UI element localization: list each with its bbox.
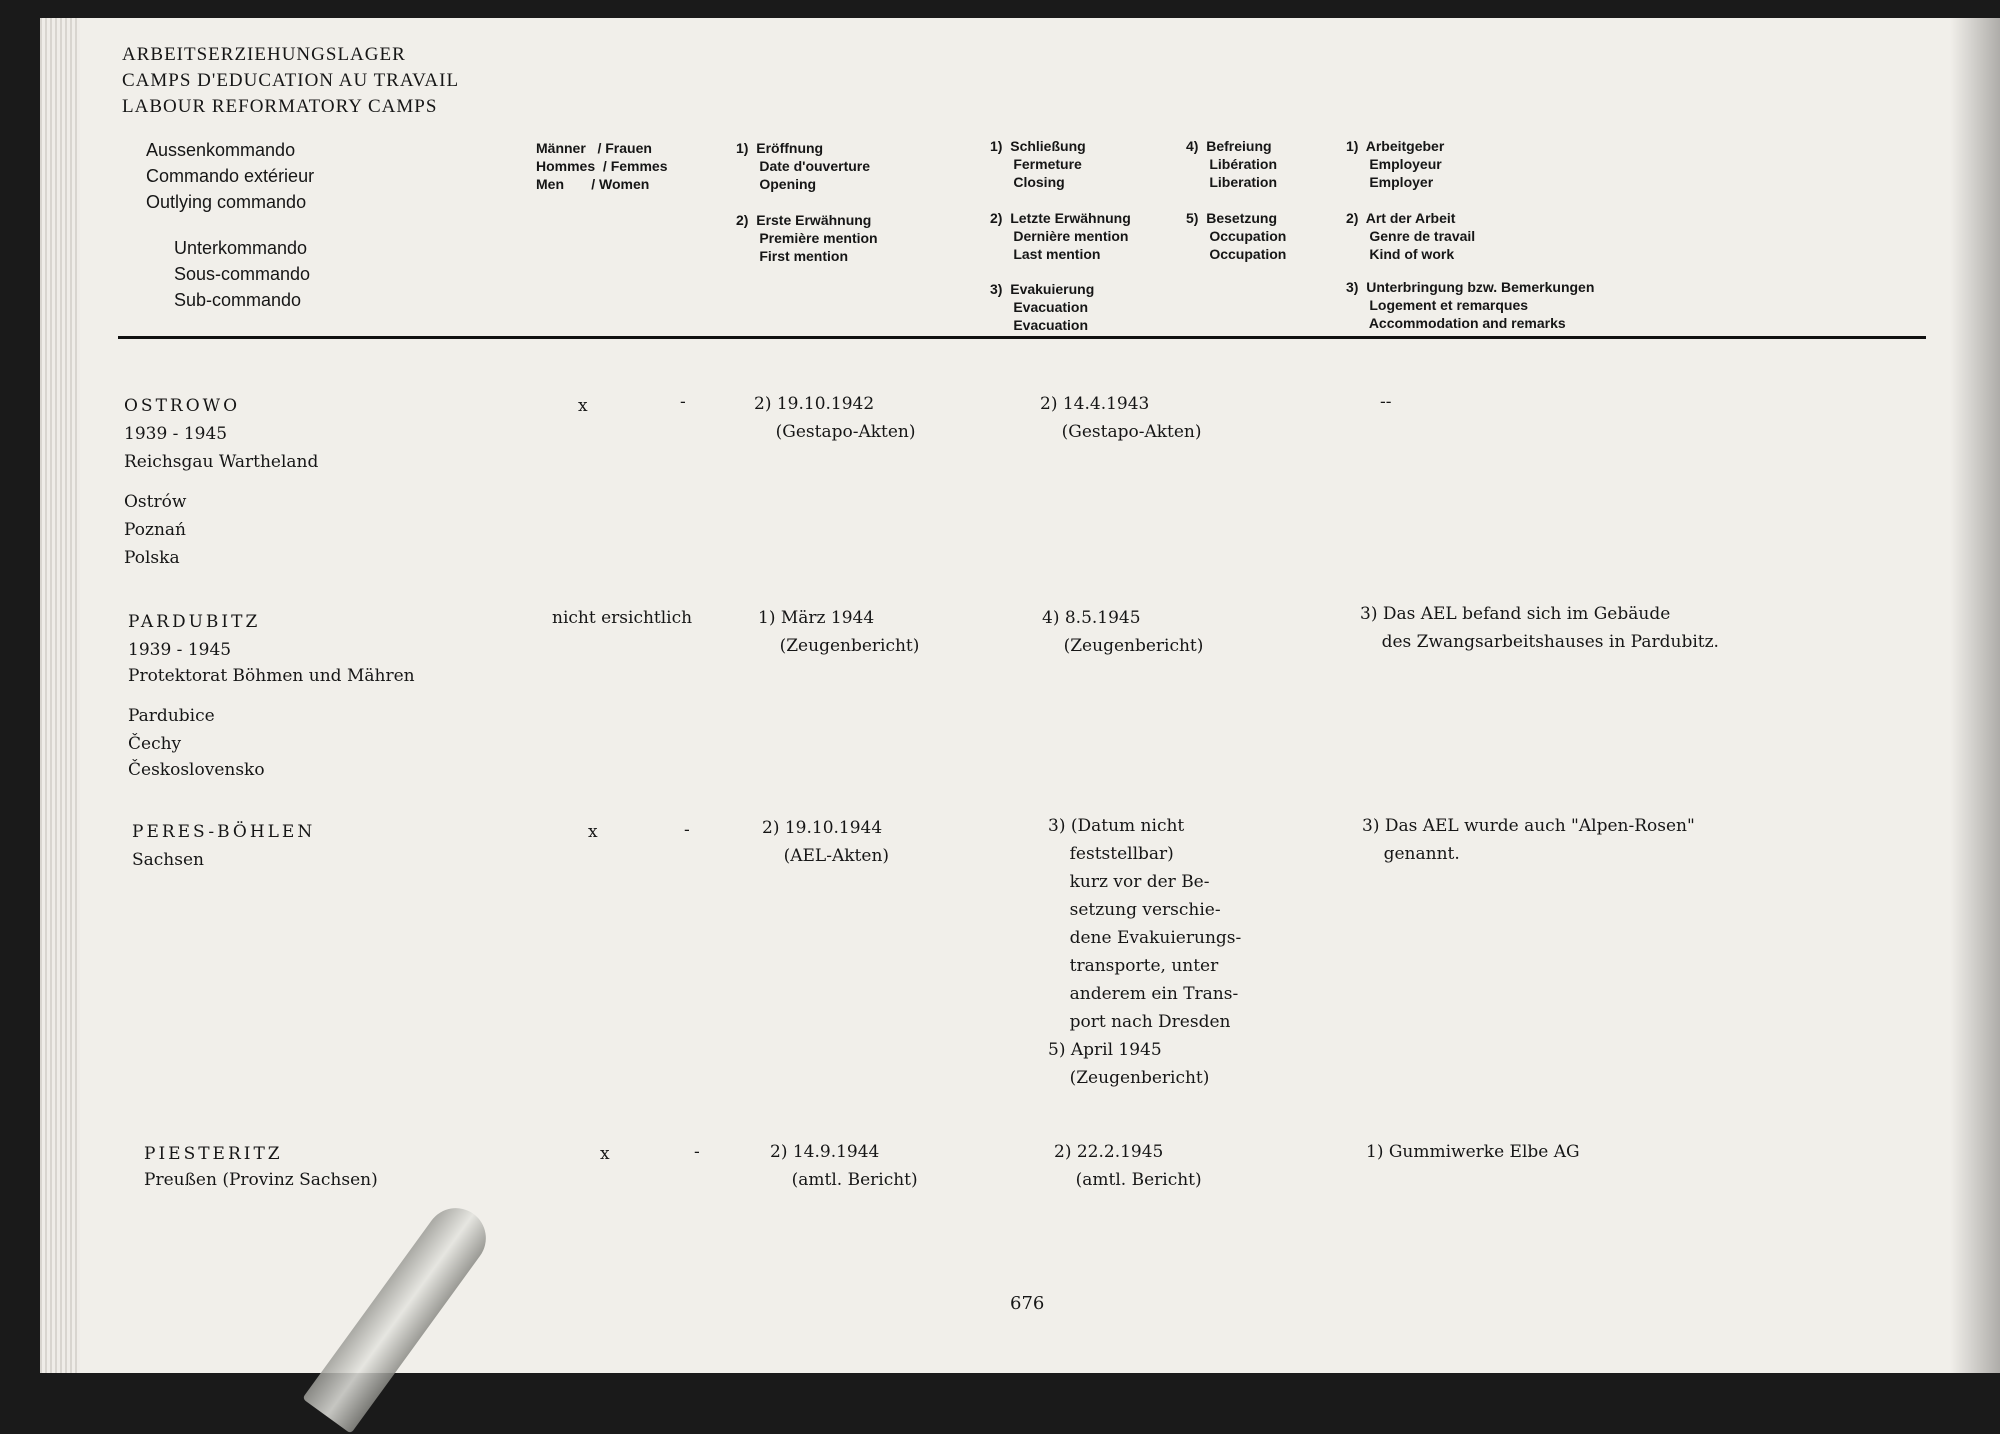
book-gutter-shadow xyxy=(1950,18,2000,1373)
col-work-de: 2) Art der Arbeit xyxy=(1346,210,1456,226)
women-mark: - xyxy=(680,392,686,412)
remarks-value: des Zwangsarbeitshauses in Pardubitz. xyxy=(1360,632,1719,652)
col-remarks-en: Accommodation and remarks xyxy=(1346,315,1566,331)
entry-place: 1939 - 1945 xyxy=(124,424,228,444)
commando-label-en: Outlying commando xyxy=(146,192,307,212)
col-liberation-en: Liberation xyxy=(1186,174,1278,190)
col-work-en: Kind of work xyxy=(1346,246,1455,262)
opening-value: 1) März 1944 xyxy=(758,608,875,628)
entry-place: Preußen (Provinz Sachsen) xyxy=(144,1170,378,1190)
closing-value: 2) 22.2.1945 xyxy=(1054,1142,1164,1162)
col-liberation-fr: Libération xyxy=(1186,156,1278,172)
col-employer-de: 1) Arbeitgeber xyxy=(1346,138,1445,154)
women-mark: - xyxy=(684,820,690,840)
col-employer-en: Employer xyxy=(1346,174,1434,190)
col-employer-fr: Employeur xyxy=(1346,156,1442,172)
men-mark: x xyxy=(600,1144,610,1164)
col-closing-en: Closing xyxy=(990,174,1065,190)
commando-label-de: Aussenkommando xyxy=(146,140,296,160)
col-first-mention-en: First mention xyxy=(736,248,849,264)
entry-location: Pardubice xyxy=(128,706,215,726)
closing-note: anderem ein Trans- xyxy=(1048,984,1239,1004)
commando-label-fr: Commando extérieur xyxy=(146,166,315,186)
col-occupation-de: 5) Besetzung xyxy=(1186,210,1278,226)
closing-note: feststellbar) xyxy=(1048,844,1174,864)
col-first-mention-fr: Première mention xyxy=(736,230,878,246)
entry-place: Sachsen xyxy=(132,850,204,870)
col-liberation-de: 4) Befreiung xyxy=(1186,138,1272,154)
col-closing-de: 1) Schließung xyxy=(990,138,1086,154)
col-evacuation-de: 3) Evakuierung xyxy=(990,281,1095,297)
closing-value: 3) (Datum nicht xyxy=(1048,816,1185,836)
closing-source: (Gestapo-Akten) xyxy=(1040,422,1202,442)
title-line-1: ARBEITSERZIEHUNGSLAGER xyxy=(122,44,406,65)
remarks-value: 3) Das AEL befand sich im Gebäude xyxy=(1360,604,1671,624)
col-occupation-en: Occupation xyxy=(1186,246,1287,262)
col-evacuation-fr: Evacuation xyxy=(990,299,1089,315)
col-last-mention-de: 2) Letzte Erwähnung xyxy=(990,210,1131,226)
gender-note: nicht ersichtlich xyxy=(552,608,693,628)
col-remarks-de: 3) Unterbringung bzw. Bemerkungen xyxy=(1346,279,1595,295)
entry-name-peres-bohlen: PERES-BÖHLEN xyxy=(132,822,316,842)
closing-note: kurz vor der Be- xyxy=(1048,872,1210,892)
header-rule xyxy=(118,336,1926,339)
col-gender-fr: Hommes / Femmes xyxy=(536,158,668,174)
entry-location: Ostrów xyxy=(124,492,187,512)
col-last-mention-fr: Dernière mention xyxy=(990,228,1129,244)
col-gender-en: Men / Women xyxy=(536,176,650,192)
title-line-3: LABOUR REFORMATORY CAMPS xyxy=(122,96,438,117)
col-last-mention-en: Last mention xyxy=(990,246,1101,262)
women-mark: - xyxy=(694,1142,700,1162)
opening-value: 2) 19.10.1944 xyxy=(762,818,883,838)
remarks-value: 1) Gummiwerke Elbe AG xyxy=(1366,1142,1580,1162)
opening-value: 2) 19.10.1942 xyxy=(754,394,875,414)
closing-source: (Zeugenbericht) xyxy=(1048,1068,1210,1088)
men-mark: x xyxy=(578,396,588,416)
col-opening-de: 1) Eröffnung xyxy=(736,140,824,156)
entry-location: Poznań xyxy=(124,520,186,540)
remarks-value: 3) Das AEL wurde auch "Alpen-Rosen" xyxy=(1362,816,1695,836)
remarks-value: -- xyxy=(1380,392,1392,412)
entry-location: Čechy xyxy=(128,734,182,754)
subcommando-label-fr: Sous-commando xyxy=(174,264,311,284)
page-edge xyxy=(40,18,80,1373)
entry-place: 1939 - 1945 xyxy=(128,640,232,660)
col-remarks-fr: Logement et remarques xyxy=(1346,297,1529,313)
closing-value: 4) 8.5.1945 xyxy=(1042,608,1141,628)
entry-place: Reichsgau Wartheland xyxy=(124,452,319,472)
col-closing-fr: Fermeture xyxy=(990,156,1082,172)
entry-name-pardubitz: PARDUBITZ xyxy=(128,612,261,632)
opening-source: (AEL-Akten) xyxy=(762,846,890,866)
page-number: 676 xyxy=(1010,1293,1045,1314)
subcommando-label-en: Sub-commando xyxy=(174,290,302,310)
col-first-mention-de: 2) Erste Erwähnung xyxy=(736,212,872,228)
remarks-value: genannt. xyxy=(1362,844,1460,864)
closing-note: port nach Dresden xyxy=(1048,1012,1231,1032)
men-mark: x xyxy=(588,822,598,842)
closing-value: 2) 14.4.1943 xyxy=(1040,394,1150,414)
opening-source: (amtl. Bericht) xyxy=(770,1170,918,1190)
entry-place: Protektorat Böhmen und Mähren xyxy=(128,666,415,686)
entry-location: Československo xyxy=(128,760,265,780)
closing-value: 5) April 1945 xyxy=(1048,1040,1162,1060)
closing-note: setzung verschie- xyxy=(1048,900,1221,920)
subcommando-label-de: Unterkommando xyxy=(174,238,308,258)
col-gender-de: Männer / Frauen xyxy=(536,140,652,156)
col-opening-en: Opening xyxy=(736,176,817,192)
col-opening-fr: Date d'ouverture xyxy=(736,158,871,174)
col-evacuation-en: Evacuation xyxy=(990,317,1089,333)
closing-note: transporte, unter xyxy=(1048,956,1219,976)
col-occupation-fr: Occupation xyxy=(1186,228,1287,244)
opening-value: 2) 14.9.1944 xyxy=(770,1142,880,1162)
entry-name-piesteritz: PIESTERITZ xyxy=(144,1144,283,1164)
closing-source: (Zeugenbericht) xyxy=(1042,636,1204,656)
title-line-2: CAMPS D'EDUCATION AU TRAVAIL xyxy=(122,70,460,91)
col-work-fr: Genre de travail xyxy=(1346,228,1476,244)
entry-location: Polska xyxy=(124,548,180,568)
opening-source: (Gestapo-Akten) xyxy=(754,422,916,442)
closing-note: dene Evakuierungs- xyxy=(1048,928,1242,948)
entry-name-ostrowo: OSTROWO xyxy=(124,396,241,416)
closing-source: (amtl. Bericht) xyxy=(1054,1170,1202,1190)
opening-source: (Zeugenbericht) xyxy=(758,636,920,656)
